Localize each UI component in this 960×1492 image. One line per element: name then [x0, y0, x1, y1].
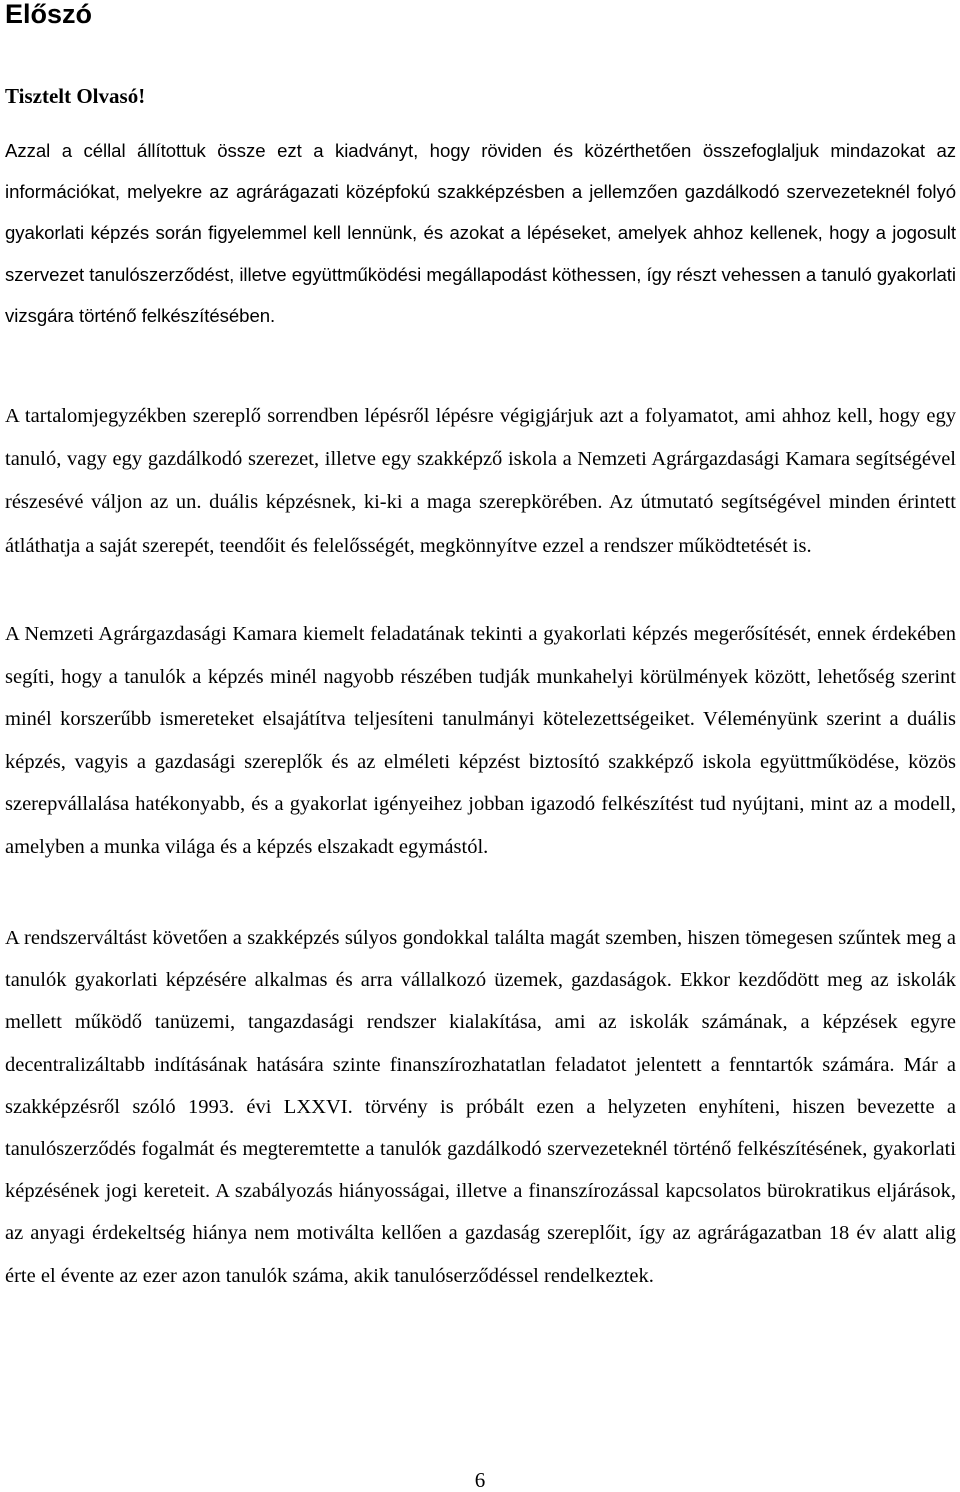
- paragraph-3: A Nemzeti Agrárgazdasági Kamara kiemelt feladatának tekinti a gyakorlati képzés megerősítését, ennek érdekében segíti, hogy a tanulók a képzés minél nagyobb részében tudják munkahelyi körülmények között, lehetőség szerint minél korszerűbb ismereteket elsajátítva teljesíteni tanulmányi kötelezettségeiket. Véleményünk szerint a duális képzés, vagyis a gazdasági szereplők és az elméleti képzést biztosító szakképző iskola együttműködése, közös szerepvállalása hatékonyabb, és a gyakorlat igényeihez jobban igazodó felkészítést tud nyújtani, mint az a modell, amelyben a munka világa és a képzés elszakadt egymástól.: [5, 623, 956, 858]
- page-title: Előszó: [5, 0, 93, 29]
- paragraph-2: A tartalomjegyzékben szereplő sorrendben lépésről lépésre végigjárjuk azt a folyamatot, ami ahhoz kell, hogy egy tanuló, vagy egy gazdálkodó szerezet, illetve egy szakképző iskola a Nemzeti Agrárgazdasági Kamara segítségével részesévé váljon az un. duális képzésnek, ki-ki a maga szerepkörében. Az útmutató segítségével minden érintett átláthatja a saját szerepét, teendőit és felelősségét, megkönnyítve ezzel a rendszer működtetését is.: [5, 405, 956, 557]
- paragraph-1: Azzal a céllal állítottuk össze ezt a kiadványt, hogy röviden és közérthetően összefoglaljuk mindazokat az információkat, melyekre az agrárágazati középfokú szakképzésben a jellemzően gazdálkodó szervezeteknél folyó gyakorlati képzés során figyelemmel kell lennünk, és azokat a lépéseket, amelyek ahhoz kellenek, hogy a jogosult szervezet tanulószerződést, illetve együttműködési megállapodást köthessen, így részt vehessen a tanuló gyakorlati vizsgára történő felkészítésében.: [5, 140, 956, 326]
- salutation: Tisztelt Olvasó!: [5, 84, 146, 108]
- page-number: 6: [474, 1468, 486, 1492]
- paragraph-4: A rendszerváltást követően a szakképzés súlyos gondokkal találta magát szemben, hiszen tömegesen szűntek meg a tanulók gyakorlati képzésére alkalmas és arra vállalkozó üzemek, gazdaságok. Ekkor kezdődött meg az iskolák mellett működő tanüzemi, tangazdasági rendszer kialakítása, ami az iskolák számának, a képzések egyre decentralizáltabb indításának hatására szinte finanszírozhatatlan feladatot jelentett a fenntartók számára. Már a szakképzésről szóló 1993. évi LXXVI. törvény is próbált ezen a helyzeten enyhíteni, hiszen bevezette a tanulószerződés fogalmát és megteremtette a tanulók gazdálkodó szervezeteknél történő felkészítésének, gyakorlati képzésének jogi kereteit. A szabályozás hiányosságai, illetve a finanszírozással kapcsolatos bürokratikus eljárások, az anyagi érdekeltség hiánya nem motiválta kellően a gazdaság szereplőit, így az agrárágazatban 18 év alatt alig érte el évente az ezer azon tanulók száma, akik tanulóserződéssel rendelkeztek.: [5, 927, 956, 1287]
